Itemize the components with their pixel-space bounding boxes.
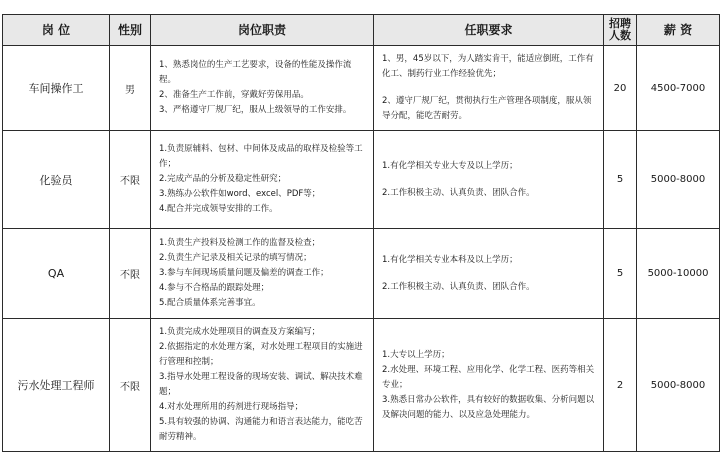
duty-item: 1.负责生产投料及检测工作的监督及检查； [159, 238, 321, 248]
requirements-cell [374, 46, 604, 131]
duty-item: 4.对水处理所用的药剂进行现场指导； [159, 402, 304, 412]
requirement-item: 1、男，45岁以下，为人踏实肯干，能适应倒班，工作有化工、制药行业工作经验优先； [382, 54, 594, 79]
duty-item: 4.配合并完成领导安排的工作。 [159, 204, 278, 214]
duties-cell [151, 131, 374, 229]
duty-item: 1、熟悉岗位的生产工艺要求，设备的性能及操作流程。 [159, 60, 352, 85]
salary-cell: 5000-10000 [637, 229, 720, 319]
table-row [3, 319, 720, 452]
position-cell: 车间操作工 [3, 46, 110, 131]
duty-item: 2、准备生产工作前，穿戴好劳保用品。 [159, 90, 309, 100]
table-row [3, 131, 720, 229]
requirements-cell [374, 131, 604, 229]
duty-item: 2.负责生产记录及相关记录的填写情况； [159, 253, 312, 263]
duties-cell [151, 46, 374, 131]
requirement-item: 1.大专以上学历； [382, 349, 450, 360]
requirements-cell [374, 319, 604, 452]
requirement-item: 2.工作积极主动、认真负责、团队合作。 [382, 187, 535, 198]
requirement-item: 1.有化学相关专业大专及以上学历； [382, 160, 518, 171]
header-salary: 薪 资 [637, 15, 720, 46]
duty-item: 4.参与不合格品的跟踪处理； [159, 283, 270, 293]
salary-cell: 5000-8000 [637, 131, 720, 229]
header-position: 岗 位 [3, 15, 110, 46]
header-gender: 性别 [110, 15, 151, 46]
count-cell: 5 [604, 131, 637, 229]
gender-cell: 不限 [110, 319, 151, 452]
duty-item: 5.具有较强的协调、沟通能力和语言表达能力，能吃苦耐劳精神。 [159, 417, 363, 442]
duty-item: 3.熟练办公软件如word、excel、PDF等； [159, 189, 321, 199]
requirement-item: 2.水处理、环境工程、应用化学、化学工程、医药等相关专业； [382, 364, 595, 390]
salary-cell: 5000-8000 [637, 319, 720, 452]
duty-item: 1.负责原辅料、包材、中间体及成品的取样及检验等工作； [159, 144, 363, 169]
header-duties: 岗位职责 [151, 15, 374, 46]
count-cell: 20 [604, 46, 637, 131]
count-cell: 2 [604, 319, 637, 452]
table-row [3, 46, 720, 131]
table-row [3, 229, 720, 319]
position-cell: 污水处理工程师 [3, 319, 110, 452]
requirements-cell [374, 229, 604, 319]
requirement-item: 1.有化学相关专业本科及以上学历； [382, 254, 518, 265]
header-count: 招聘人数 [604, 15, 637, 46]
duty-item: 3、严格遵守厂规厂纪，服从上级领导的工作安排。 [159, 105, 352, 115]
gender-cell: 不限 [110, 131, 151, 229]
position-cell: QA [3, 229, 110, 319]
duty-item: 2.完成产品的分析及稳定性研究； [159, 174, 287, 184]
gender-cell: 男 [110, 46, 151, 131]
requirement-item: 3.熟悉日常办公软件，具有较好的数据收集、分析问题以及解决问题的能力、以及应急处理能力。 [382, 394, 595, 420]
table-header-row [3, 15, 720, 46]
requirement-item: 2.工作积极主动、认真负责、团队合作。 [382, 281, 535, 292]
duty-item: 3.指导水处理工程设备的现场安装、调试、解决技术难题； [159, 372, 363, 397]
header-requirements: 任职要求 [374, 15, 604, 46]
gender-cell: 不限 [110, 229, 151, 319]
requirement-item: 2、遵守厂规厂纪，贯彻执行生产管理各项制度，服从领导分配，能吃苦耐劳。 [382, 96, 592, 121]
position-cell: 化验员 [3, 131, 110, 229]
duties-cell [151, 319, 374, 452]
recruitment-table [2, 14, 720, 452]
count-cell: 5 [604, 229, 637, 319]
duties-cell [151, 229, 374, 319]
duty-item: 1.负责完成水处理项目的调查及方案编写； [159, 327, 321, 337]
duty-item: 3.参与车间现场质量问题及偏差的调查工作； [159, 268, 329, 278]
salary-cell: 4500-7000 [637, 46, 720, 131]
duty-item: 5.配合质量体系完善事宜。 [159, 298, 261, 308]
duty-item: 2.依据指定的水处理方案，对水处理工程项目的实施进行管理和控制； [159, 342, 363, 367]
